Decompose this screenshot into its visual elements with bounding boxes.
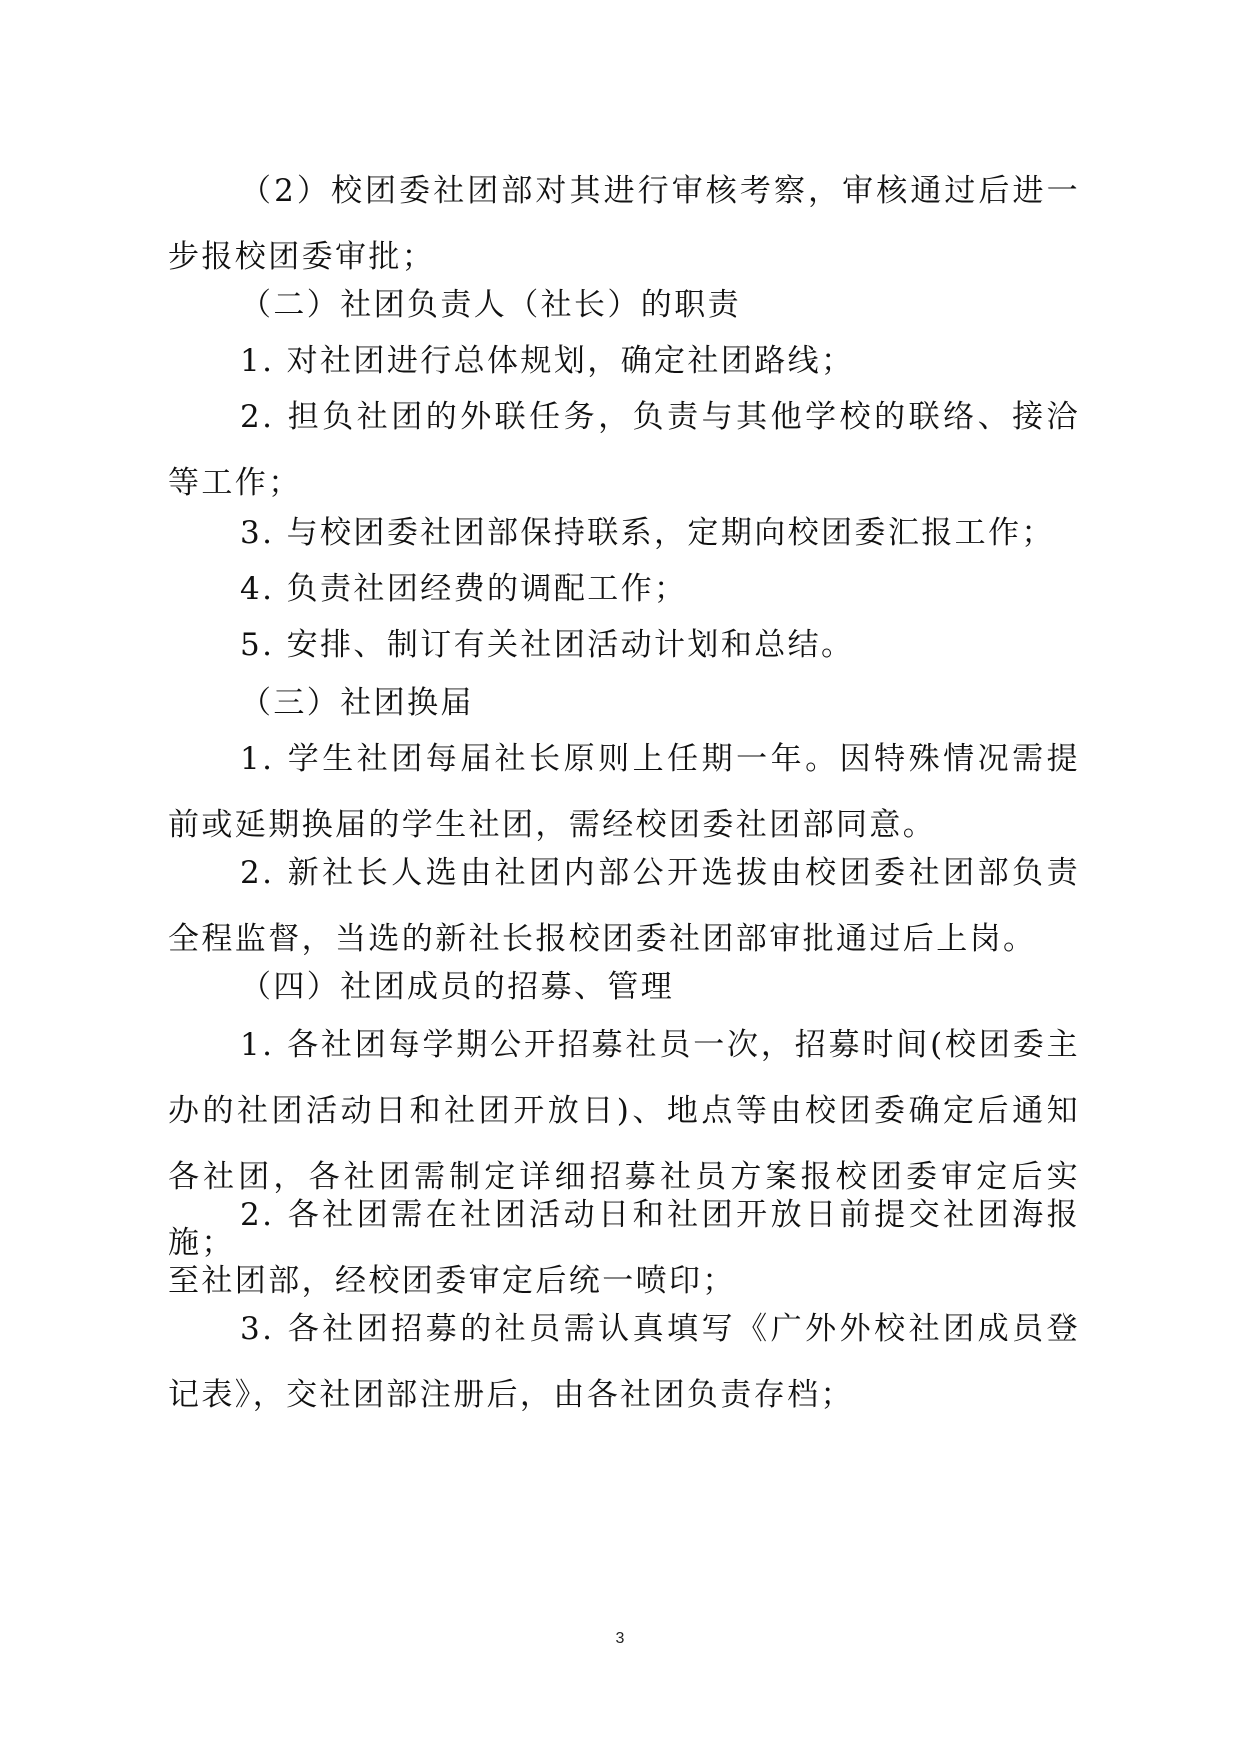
- paragraph-duty-5: 5. 安排、制订有关社团活动计划和总结。: [240, 627, 855, 663]
- paragraph-duty-4: 4. 负责社团经费的调配工作；: [240, 571, 688, 607]
- paragraph-recruit-1: 1. 各社团每学期公开招募社员一次，招募时间(校团委主办的社团活动日和社团开放日)、地点等由校团委确定后通知各社团，各社团需制定详细招募社员方案报校团委审定后实施；: [168, 1027, 1080, 1261]
- paragraph-term-1: 1. 学生社团每届社长原则上任期一年。因特殊情况需提前或延期换届的学生社团，需经校团委社团部同意。: [168, 741, 1080, 843]
- heading-member-recruitment: （四）社团成员的招募、管理: [240, 969, 675, 1005]
- paragraph-recruit-2: 2. 各社团需在社团活动日和社团开放日前提交社团海报至社团部，经校团委审定后统一喷印；: [168, 1197, 1080, 1299]
- paragraph-duty-1: 1. 对社团进行总体规划，确定社团路线；: [240, 343, 855, 379]
- paragraph-duty-2: 2. 担负社团的外联任务，负责与其他学校的联络、接洽等工作；: [168, 399, 1080, 501]
- heading-leader-duties: （二）社团负责人（社长）的职责: [240, 287, 741, 323]
- paragraph-review-process: （2）校团委社团部对其进行审核考察，审核通过后进一步报校团委审批；: [168, 173, 1080, 275]
- paragraph-term-2: 2. 新社长人选由社团内部公开选拔由校团委社团部负责全程监督，当选的新社长报校团委社团部审批通过后上岗。: [168, 855, 1080, 957]
- heading-term-change: （三）社团换届: [240, 685, 474, 721]
- page-number: 3: [615, 1630, 625, 1647]
- paragraph-recruit-3: 3. 各社团招募的社员需认真填写《广外外校社团成员登记表》，交社团部注册后，由各社团负责存档；: [168, 1311, 1080, 1413]
- paragraph-duty-3: 3. 与校团委社团部保持联系，定期向校团委汇报工作；: [240, 515, 1055, 551]
